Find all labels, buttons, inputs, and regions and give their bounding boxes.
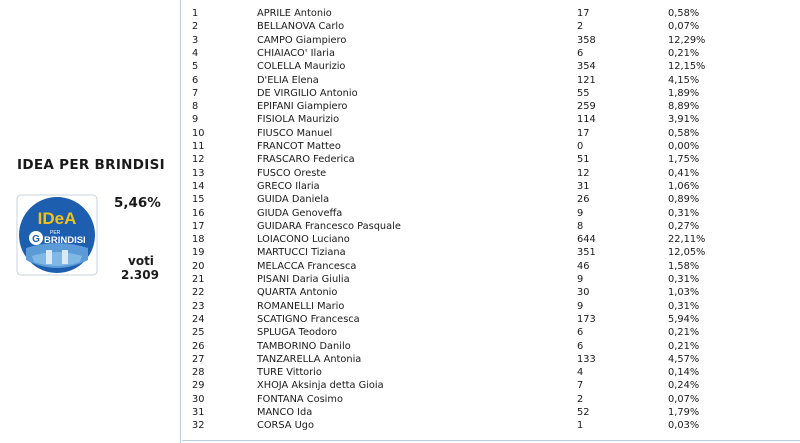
candidate-number: 12 xyxy=(192,154,205,166)
candidate-votes: 173 xyxy=(577,313,596,325)
candidate-number: 5 xyxy=(192,61,199,73)
candidate-votes: 26 xyxy=(577,194,590,206)
candidate-percentage: 0,58% xyxy=(668,127,700,139)
candidate-votes: 9 xyxy=(577,274,584,285)
candidate-number: 6 xyxy=(192,74,199,86)
candidate-percentage: 0,41% xyxy=(668,167,700,179)
candidate-name: GUIDA Daniela xyxy=(257,194,330,206)
candidate-percentage: 0,31% xyxy=(668,300,700,312)
logo-text-idea: IDeA xyxy=(37,209,77,228)
candidate-row xyxy=(182,7,800,20)
candidate-percentage: 0,14% xyxy=(668,367,700,379)
votes-count: 2.309 xyxy=(121,268,159,282)
candidate-number: 11 xyxy=(192,141,205,152)
candidate-percentage: 4,15% xyxy=(668,74,700,86)
candidate-votes: 6 xyxy=(577,327,584,339)
candidate-name: ROMANELLI Mario xyxy=(257,300,345,312)
candidates-table xyxy=(182,0,800,443)
candidate-percentage: 0,24% xyxy=(668,380,700,392)
candidate-votes: 6 xyxy=(577,340,584,352)
candidate-row xyxy=(182,153,800,166)
votes-label: voti xyxy=(128,254,154,268)
candidate-number: 13 xyxy=(192,167,205,179)
candidate-name: FIUSCO Manuel xyxy=(257,127,333,139)
candidate-name: D'ELIA Elena xyxy=(257,74,319,86)
candidate-number: 30 xyxy=(192,393,205,405)
candidate-votes: 30 xyxy=(577,287,590,299)
candidate-number: 9 xyxy=(192,114,199,126)
list-summary-panel xyxy=(0,0,181,443)
candidate-row xyxy=(182,127,800,140)
candidate-name: LOIACONO Luciano xyxy=(257,234,350,246)
candidate-number: 16 xyxy=(192,207,205,219)
candidate-row xyxy=(182,260,800,273)
candidate-percentage: 0,21% xyxy=(668,340,700,352)
candidate-number: 27 xyxy=(192,353,205,365)
candidate-percentage: 12,15% xyxy=(668,61,706,73)
candidate-number: 1 xyxy=(192,8,199,19)
candidate-name: COLELLA Maurizio xyxy=(257,61,346,73)
candidate-number: 20 xyxy=(192,260,205,272)
candidate-name: CORSA Ugo xyxy=(257,420,314,432)
candidate-votes: 114 xyxy=(577,114,596,126)
candidate-name: FRASCARO Federica xyxy=(257,154,355,166)
candidate-name: QUARTA Antonio xyxy=(257,287,338,299)
candidate-number: 2 xyxy=(192,21,199,33)
candidate-number: 14 xyxy=(192,180,205,192)
candidate-number: 17 xyxy=(192,220,205,232)
candidate-row xyxy=(182,167,800,180)
candidate-row xyxy=(182,47,800,60)
candidate-name: GRECO Ilaria xyxy=(257,180,320,192)
candidate-name: FISIOLA Maurizio xyxy=(257,114,340,126)
candidate-number: 19 xyxy=(192,247,205,259)
candidate-percentage: 1,79% xyxy=(668,407,700,418)
candidate-name: XHOJA Aksinja detta Gioia xyxy=(257,380,384,392)
candidate-name: MANCO Ida xyxy=(257,407,313,418)
list-percentage: 5,46% xyxy=(114,195,161,211)
candidate-percentage: 8,89% xyxy=(668,101,700,113)
candidate-percentage: 0,07% xyxy=(668,393,700,405)
candidate-percentage: 12,29% xyxy=(668,34,706,46)
candidate-percentage: 0,21% xyxy=(668,47,700,59)
candidate-votes: 9 xyxy=(577,207,584,219)
svg-text:G: G xyxy=(32,234,40,245)
candidate-name: PISANI Daria Giulia xyxy=(257,274,350,285)
candidate-percentage: 1,89% xyxy=(668,87,700,99)
candidate-percentage: 0,07% xyxy=(668,21,700,33)
list-name: IDEA PER BRINDISI xyxy=(17,157,165,173)
candidate-percentage: 1,03% xyxy=(668,287,700,299)
candidate-row xyxy=(182,233,800,246)
candidate-name: DE VIRGILIO Antonio xyxy=(257,87,358,99)
candidate-votes: 12 xyxy=(577,167,590,179)
candidate-name: TAMBORINO Danilo xyxy=(257,340,351,352)
candidate-percentage: 22,11% xyxy=(668,234,706,246)
candidate-number: 3 xyxy=(192,34,199,46)
candidate-number: 26 xyxy=(192,340,205,352)
candidate-percentage: 5,94% xyxy=(668,313,700,325)
candidate-votes: 2 xyxy=(577,21,584,33)
candidate-number: 8 xyxy=(192,101,199,113)
candidate-name: TURE Vittorio xyxy=(257,367,322,379)
candidate-percentage: 4,57% xyxy=(668,353,700,365)
candidate-row xyxy=(182,220,800,233)
candidate-row xyxy=(182,60,800,73)
candidate-votes: 52 xyxy=(577,407,590,418)
candidate-percentage: 0,27% xyxy=(668,220,700,232)
candidate-votes: 55 xyxy=(577,87,590,99)
candidate-row xyxy=(182,313,800,326)
candidate-name: FUSCO Oreste xyxy=(257,167,327,179)
candidate-percentage: 0,58% xyxy=(668,8,700,19)
candidate-percentage: 0,03% xyxy=(668,420,700,432)
candidate-number: 25 xyxy=(192,327,205,339)
candidate-name: CHIAIACO' Ilaria xyxy=(257,47,335,59)
candidate-name: TANZARELLA Antonia xyxy=(257,353,362,365)
candidate-votes: 133 xyxy=(577,353,596,365)
candidate-row xyxy=(182,207,800,220)
candidate-row xyxy=(182,419,800,432)
candidate-name: EPIFANI Giampiero xyxy=(257,101,348,113)
candidate-row xyxy=(182,326,800,339)
candidate-row xyxy=(182,353,800,366)
candidate-number: 4 xyxy=(192,47,199,59)
candidate-votes: 0 xyxy=(577,141,584,152)
candidate-row xyxy=(182,193,800,206)
candidate-number: 22 xyxy=(192,287,205,299)
candidate-number: 21 xyxy=(192,274,205,285)
candidate-name: FONTANA Cosimo xyxy=(257,393,343,405)
candidate-name: MELACCA Francesca xyxy=(257,260,357,272)
candidate-number: 31 xyxy=(192,407,205,418)
candidate-number: 15 xyxy=(192,194,205,206)
candidate-votes: 31 xyxy=(577,180,590,192)
candidate-votes: 51 xyxy=(577,154,590,166)
candidate-name: GUIDARA Francesco Pasquale xyxy=(257,220,401,232)
candidate-votes: 8 xyxy=(577,220,584,232)
candidate-row xyxy=(182,366,800,379)
candidate-votes: 121 xyxy=(577,74,596,86)
candidate-name: GIUDA Genoveffa xyxy=(257,207,343,219)
candidate-name: SCATIGNO Francesca xyxy=(257,313,360,325)
candidate-row xyxy=(182,340,800,353)
candidate-row xyxy=(182,379,800,392)
candidate-votes: 351 xyxy=(577,247,596,259)
candidate-votes: 644 xyxy=(577,234,596,246)
candidate-row xyxy=(182,393,800,406)
candidate-percentage: 0,31% xyxy=(668,274,700,285)
candidate-votes: 46 xyxy=(577,260,590,272)
candidate-percentage: 12,05% xyxy=(668,247,706,259)
candidate-row xyxy=(182,246,800,259)
candidate-votes: 9 xyxy=(577,300,584,312)
candidate-row xyxy=(182,286,800,299)
candidate-name: BELLANOVA Carlo xyxy=(257,21,345,33)
candidate-number: 23 xyxy=(192,300,205,312)
candidate-number: 10 xyxy=(192,127,205,139)
candidate-number: 32 xyxy=(192,420,205,432)
candidate-row xyxy=(182,100,800,113)
candidate-row xyxy=(182,34,800,47)
candidate-percentage: 1,75% xyxy=(668,154,700,166)
candidate-name: APRILE Antonio xyxy=(257,8,332,19)
candidate-name: SPLUGA Teodoro xyxy=(257,327,338,339)
candidate-percentage: 0,89% xyxy=(668,194,700,206)
candidate-row xyxy=(182,273,800,286)
candidate-row xyxy=(182,20,800,33)
candidate-percentage: 0,31% xyxy=(668,207,700,219)
candidate-number: 24 xyxy=(192,313,205,325)
candidate-number: 7 xyxy=(192,87,199,99)
candidate-votes: 6 xyxy=(577,47,584,59)
candidate-name: CAMPO Giampiero xyxy=(257,34,347,46)
candidate-votes: 17 xyxy=(577,8,590,19)
candidate-votes: 17 xyxy=(577,127,590,139)
candidate-row xyxy=(182,113,800,126)
candidate-votes: 2 xyxy=(577,393,584,405)
candidate-percentage: 0,00% xyxy=(668,141,700,152)
candidate-votes: 259 xyxy=(577,101,596,113)
candidate-row xyxy=(182,406,800,419)
table-bottom-border xyxy=(182,440,800,441)
candidate-percentage: 3,91% xyxy=(668,114,700,126)
candidate-votes: 7 xyxy=(577,380,584,392)
party-logo xyxy=(16,194,98,276)
candidate-name: FRANCOT Matteo xyxy=(257,141,341,152)
candidate-row xyxy=(182,87,800,100)
candidate-votes: 354 xyxy=(577,61,596,73)
candidate-name: MARTUCCI Tiziana xyxy=(257,247,346,259)
candidate-votes: 4 xyxy=(577,367,584,379)
candidate-row xyxy=(182,74,800,87)
candidate-row xyxy=(182,180,800,193)
candidate-percentage: 1,58% xyxy=(668,260,700,272)
candidate-votes: 358 xyxy=(577,34,596,46)
candidate-percentage: 1,06% xyxy=(668,180,700,192)
logo-text-brindisi: BRINDISI xyxy=(44,235,86,246)
candidate-percentage: 0,21% xyxy=(668,327,700,339)
candidate-number: 28 xyxy=(192,367,205,379)
candidate-number: 18 xyxy=(192,234,205,246)
candidate-votes: 1 xyxy=(577,420,584,432)
candidate-number: 29 xyxy=(192,380,205,392)
candidate-row xyxy=(182,140,800,153)
candidate-row xyxy=(182,300,800,313)
logo-text-per: PER xyxy=(50,230,61,236)
